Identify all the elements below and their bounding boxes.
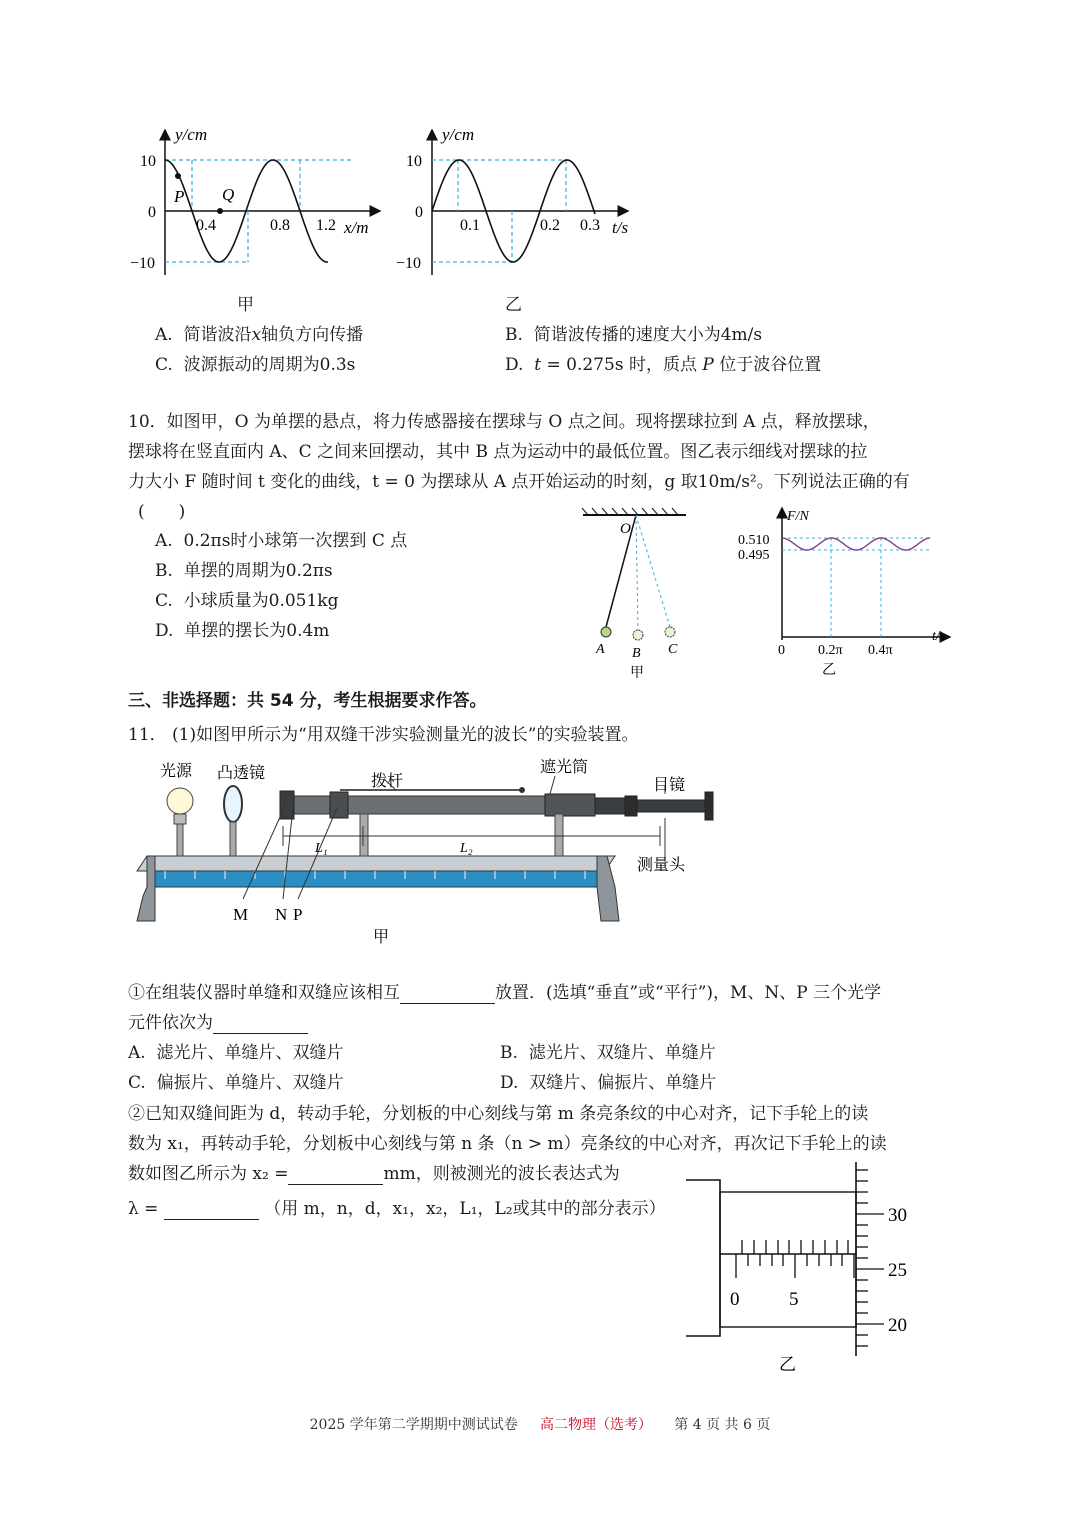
q11-step1-line1: ①在组装仪器时单缝和双缝应该相互 放置．(选填“垂直”或“平行”)，M、N、P 三个光学 — [128, 983, 882, 1003]
fig-caption: 甲 — [630, 666, 644, 681]
y-label: y/cm — [175, 125, 208, 144]
label-p: P — [293, 905, 303, 924]
x-tick: 1.2 — [316, 217, 336, 234]
x-tick: 0.4π — [868, 643, 893, 658]
x-tick: 0.4 — [196, 217, 216, 234]
y-tick: −10 — [396, 255, 422, 272]
fig-caption: 甲 — [237, 295, 254, 315]
label-n: N — [275, 905, 288, 924]
micrometer-reading — [684, 1160, 954, 1380]
q9-option-c: C. 波源振动的周期为0.3s — [155, 355, 356, 375]
wave-x-graph — [130, 120, 390, 290]
y-label: y/cm — [442, 125, 475, 144]
q10-option-c: C. 小球质量为0.051kg — [155, 591, 339, 611]
label-l1: L₁ — [315, 841, 328, 856]
force-curve — [782, 538, 930, 550]
answer-blank[interactable] — [213, 1013, 308, 1034]
ball-c — [665, 627, 675, 637]
answer-blank[interactable] — [400, 983, 495, 1004]
label-c: C — [668, 642, 678, 657]
y-tick: −10 — [130, 255, 156, 272]
q10-line-2: 摆球将在竖直面内 A、C 之间来回摆动，其中 B 点为运动中的最低位置。图乙表示细线对摆球的拉 — [128, 442, 868, 462]
pendulum-figure — [578, 505, 693, 685]
label-measuring-head: 测量头 — [637, 857, 686, 874]
thimble-tick: 30 — [888, 1205, 907, 1226]
section-title: 三、非选择题：共 54 分，考生根据要求作答。 — [128, 691, 487, 711]
y-label: F/N — [787, 509, 809, 524]
q11-step2-line1: ②已知双缝间距为 d，转动手轮，分划板的中心刻线与第 m 条亮条纹的中心对齐，记下手轮上的读 — [128, 1104, 869, 1124]
y-tick: 0.495 — [738, 548, 770, 563]
eyepiece — [625, 796, 637, 816]
point-q — [217, 208, 223, 214]
label-p: P — [174, 187, 185, 206]
q11-step1-line2: 元件依次为 — [128, 1008, 308, 1034]
x-tick: 0 — [778, 643, 785, 658]
point-p — [175, 173, 181, 179]
y-tick: 0.510 — [738, 533, 770, 548]
label-m: M — [233, 905, 249, 924]
y-tick: 0 — [148, 204, 156, 221]
label-lens: 凸透镜 — [217, 765, 266, 782]
x-tick: 0.2π — [818, 643, 843, 658]
wave-t-graph — [396, 120, 640, 290]
q11-step2-line4: λ = （用 m，n，d，x₁，x₂，L₁，L₂或其中的部分表示） — [128, 1199, 666, 1219]
fig-caption: 甲 — [373, 929, 390, 946]
force-time-graph — [730, 500, 955, 680]
ball-b — [633, 630, 643, 640]
q10-line-1: 10．如图甲，O 为单摆的悬点，将力传感器接在摆球与 O 点之间。现将摆球拉到 A 点，释放摆球， — [128, 412, 880, 432]
q9-option-d: D. t = 0.275s 时，质点 P 位于波谷位置 — [505, 355, 822, 375]
page-footer: 2025 学年第二学期期中测试试卷 高二物理（选考） 第 4 页 共 6 页 — [309, 1417, 771, 1433]
q11-option-a: A. 滤光片、单缝片、双缝片 — [128, 1043, 344, 1063]
fig-caption: 乙 — [779, 1355, 796, 1374]
sleeve-tick: 0 — [730, 1289, 740, 1310]
light-tube — [283, 796, 563, 814]
label-a: A — [596, 642, 605, 657]
q9-option-a: A. 简谐波沿x轴负方向传播 — [155, 325, 364, 345]
q11-step2-line2: 数为 x₁，再转动手轮，分划板中心刻线与第 n 条（n > m）亮条纹的中心对齐，再次记下手轮上的读 — [128, 1134, 887, 1154]
x-tick: 0.3 — [580, 217, 600, 234]
fig-caption: 乙 — [822, 663, 836, 678]
q11-intro: 11． (1)如图甲所示为“用双缝干涉实验测量光的波长”的实验装置。 — [128, 725, 639, 745]
q9-option-b: B. 简谐波传播的速度大小为4m/s — [505, 325, 763, 345]
q10-option-a: A. 0.2πs时小球第一次摆到 C 点 — [155, 531, 408, 551]
label-q: Q — [222, 185, 235, 204]
answer-blank[interactable] — [288, 1164, 383, 1185]
y-tick: 0 — [415, 204, 423, 221]
label-lever: 拨杆 — [371, 773, 404, 790]
q10-option-d: D. 单摆的摆长为0.4m — [155, 621, 330, 641]
thimble-tick: 20 — [888, 1315, 907, 1336]
x-label: t/s — [932, 629, 946, 644]
thimble-tick: 25 — [888, 1260, 907, 1281]
interference-apparatus — [135, 756, 725, 951]
label-o: O — [620, 521, 631, 537]
q11-option-b: B. 滤光片、双缝片、单缝片 — [500, 1043, 716, 1063]
x-tick: 0.2 — [540, 217, 560, 234]
ball-a — [601, 627, 611, 637]
fig-caption: 乙 — [505, 295, 522, 315]
label-tube: 遮光筒 — [540, 759, 589, 776]
label-b: B — [632, 646, 641, 661]
x-tick: 0.8 — [270, 217, 290, 234]
label-light-source: 光源 — [160, 763, 193, 780]
sleeve-tick: 5 — [789, 1289, 799, 1310]
label-l2: L₂ — [460, 841, 473, 856]
x-label: x/m — [344, 218, 369, 237]
label-eyepiece: 目镜 — [653, 777, 686, 794]
y-tick: 10 — [406, 153, 422, 170]
q10-option-b: B. 单摆的周期为0.2πs — [155, 561, 333, 581]
answer-blank[interactable] — [164, 1199, 259, 1220]
y-tick: 10 — [140, 153, 156, 170]
q11-option-c: C. 偏振片、单缝片、双缝片 — [128, 1073, 344, 1093]
q10-paren: ( ) — [138, 502, 186, 522]
q10-line-3: 力大小 F 随时间 t 变化的曲线，t = 0 为摆球从 A 点开始运动的时刻，g 取10m/s²。下列说法正确的有 — [128, 472, 910, 492]
q11-step2-line3: 数如图乙所示为 x₂ = mm，则被测光的波长表达式为 — [128, 1164, 620, 1184]
x-label: t/s — [612, 218, 629, 237]
q11-option-d: D. 双缝片、偏振片、单缝片 — [500, 1073, 717, 1093]
x-tick: 0.1 — [460, 217, 480, 234]
